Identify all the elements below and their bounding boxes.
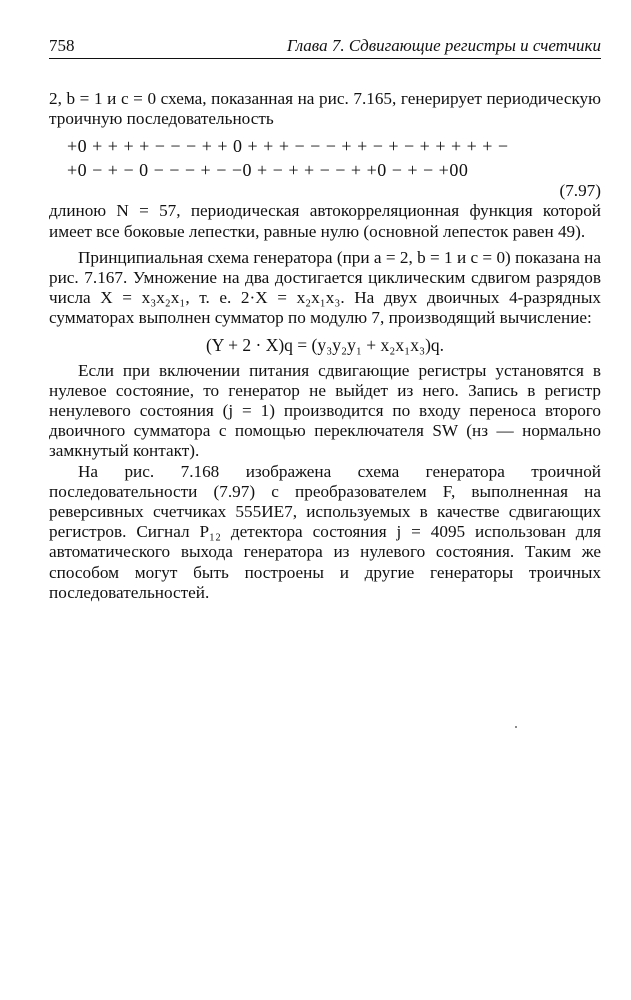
ternary-sequence-line-1: +0 + + + + − − − + + 0 + + + − − − + + − + − + + + + + − bbox=[67, 136, 509, 157]
page-body bbox=[49, 89, 601, 603]
paragraph-autocorrelation: длиною N = 57, периодическая автокорреляционная функция которой имеет все боковые лепестки, равные нулю (основной лепесток равен 49). bbox=[49, 201, 601, 241]
ternary-sequence-line-2: +0 − + − 0 − − − + − −0 + − + + − − + +0 − + − +00 bbox=[67, 160, 469, 181]
formula-modulo-sum: (Y + 2 · X)q = (y₃y₂y₁ + x₂x₁x₃)q. bbox=[205, 334, 445, 355]
paragraph-continuation: 2, b = 1 и c = 0 схема, показанная на рис. 7.165, генерирует периодическую троичную последовательность bbox=[49, 89, 601, 129]
equation-number: (7.97) bbox=[559, 181, 601, 201]
paragraph-counter-circuit: На рис. 7.168 изображена схема генератора троичной последовательности (7.97) с преобразователем F, выполненная на реверсивных счетчиках 555ИЕ7, используемых в качестве сдвигающих регистров. Сигнал P₁₂ детектора состояния j = 4095 использован для автоматического выхода генератора из нулевого состояния. Таким же способом могут быть построены и другие генераторы троичных последовательностей. bbox=[49, 461, 601, 602]
scan-speck bbox=[515, 726, 517, 728]
running-title: Глава 7. Сдвигающие регистры и счетчики bbox=[286, 36, 601, 55]
paragraph-schematic: Принципиальная схема генератора (при a = 2, b = 1 и c = 0) показана на рис. 7.167. Умножение на два достигается циклическим сдвигом разрядов числа X = x₃x₂x₁, т. е. 2·X = x₂x₁x₃. На двух двоичных 4-разрядных сумматорах выполнен сумматор по модулю 7, производящий вычисление: bbox=[49, 247, 601, 328]
page-number: 758 bbox=[49, 36, 75, 55]
paragraph-power-on: Если при включении питания сдвигающие регистры установятся в нулевое состояние, то генератор не выйдет из него. Запись в регистр ненулевого состояния (j = 1) производится по входу переноса второго двоичного сумматора с помощью переключателя SW (нз — нормально замкнутый контакт). bbox=[49, 360, 601, 461]
page-header bbox=[49, 36, 601, 59]
